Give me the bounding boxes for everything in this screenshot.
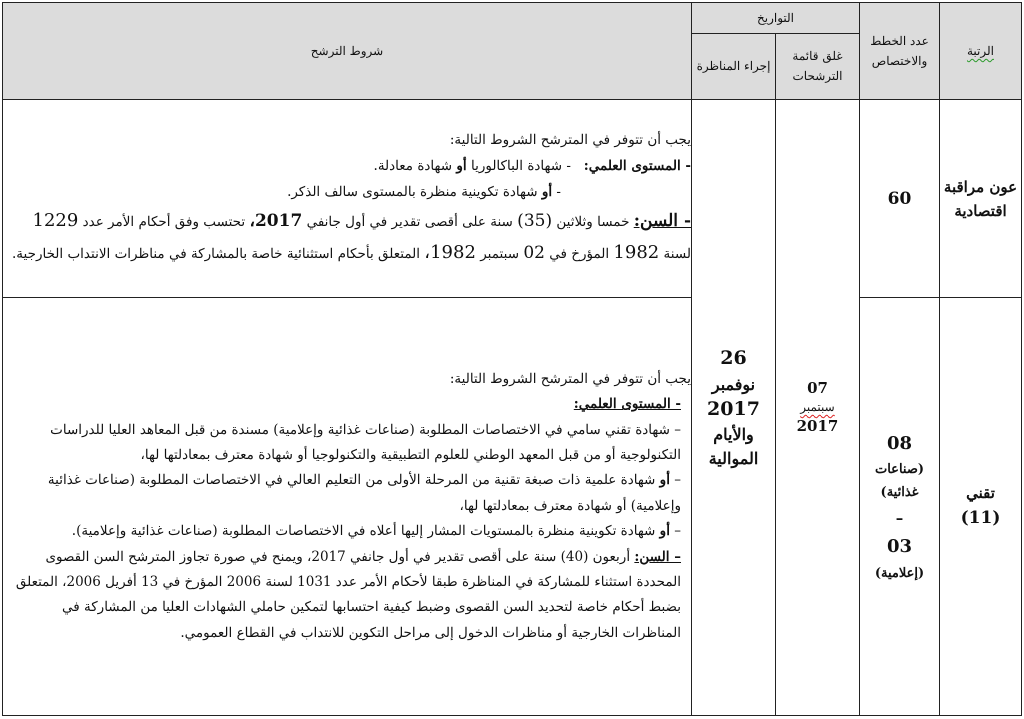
row2-education-1: – شهادة تقني سامي في الاختصاصات المطلوبة (صناعات غذائية وإعلامية) مسندة من قبل المعاهد العليا للدراسات التكنولوجية أو من قبل المعهد الوطني للعلوم التطبيقية والتكنولوجيا أو شهادة معترف بمعادلتها لها، [50, 421, 681, 464]
row2-education-3: – أو شهادة تكوينية منظرة بالمستويات المشار إليها أعلاه في الاختصاصات المطلوبة (صناعات غذائية وإعلامية). [71, 523, 681, 540]
rank-cell-2 [940, 298, 1022, 716]
header-count: عدد الخطط والاختصاص [860, 3, 940, 100]
count-cell-2 [860, 298, 940, 716]
count-separator: – [895, 508, 904, 527]
rank-cell-1: عون مراقبة اقتصادية [940, 100, 1022, 298]
row1-education-2: - أو شهادة تكوينية منظرة بالمستوى سالف الذكر. [287, 183, 561, 200]
exam-date-cell [692, 100, 776, 716]
conditions-table [2, 2, 1022, 716]
close-month: سبتمبر [800, 400, 835, 415]
exam-month: نوفمبر [711, 374, 756, 394]
row1-education: - المستوى العلمي: - شهادة الباكالوريا أو شهادة معادلة. [373, 157, 691, 174]
header-conditions: شروط الترشح [3, 3, 692, 100]
count-cell-1: 60 [860, 100, 940, 298]
row2-education-2: – أو شهادة علمية ذات صبغة تقنية من المرحلة الأولى من التعليم العالي في الاختصاصات المطلوبة (صناعات غذائية وإعلامية) أو شهادة معترف بمعادلتها لها، [47, 472, 681, 514]
header-close-date: غلق قائمة الترشحات [776, 34, 860, 100]
count-food: 08 [886, 432, 913, 454]
row2-education-label: - المستوى العلمي: [573, 396, 681, 413]
exam-day: 26 [720, 347, 747, 370]
row2-intro: يجب أن تتوفر في المترشح الشروط التالية: [449, 370, 691, 387]
count-it-label: (إعلامية) [874, 565, 925, 581]
close-day: 07 [807, 379, 828, 398]
exam-rest: والأيام الموالية [708, 425, 759, 468]
header-dates: التواريخ [692, 3, 860, 34]
header-exam-date: إجراء المناظرة [692, 34, 776, 100]
close-date-cell [776, 100, 860, 716]
row1-intro: يجب أن تتوفر في المترشح الشروط التالية: [449, 132, 691, 149]
close-year: 2017 [796, 416, 839, 435]
conditions-cell-1 [3, 100, 692, 298]
count-it: 03 [886, 536, 913, 557]
count-food-label: (صناعات غذائية) [874, 462, 925, 500]
exam-year: 2017 [707, 397, 760, 420]
rank-num-2: (11) [960, 507, 1001, 528]
row1-age: - السن: خمسا وثلاثين (35) سنة على أقصى تقدير في أول جانفي 2017، تحتسب وفق أحكام الأمر عدد 1229 لسنة 1982 المؤرخ في 02 سبتمبر 1982، المتعلق بأحكام استثنائية خاصة بالمشاركة في مناظرات الانتداب الخارجية. [12, 210, 691, 263]
conditions-cell-2 [3, 298, 692, 716]
row2-age: – السن: أربعون (40) سنة على أقصى تقدير في أول جانفي 2017، ويمنح في صورة تجاوز المترشح السن القصوى المحددة استثناء للمشاركة في المناظرة طبقا لأحكام الأمر عدد 1031 لسنة 2006 المؤرخ في 13 أفريل 2006، المتعلق بضبط أحكام خاصة لتحديد السن القصوى وضبط كيفية احتسابها لتمكين حاملي الشهادات العليا من المشاركة في المناظرات الخارجية أو مناظرات الدخول إلى مراحل التكوين للانتداب في القطاع العمومي. [15, 548, 681, 641]
header-rank: الرتبة [940, 3, 1022, 100]
rank-name-2: تقني [966, 483, 995, 502]
